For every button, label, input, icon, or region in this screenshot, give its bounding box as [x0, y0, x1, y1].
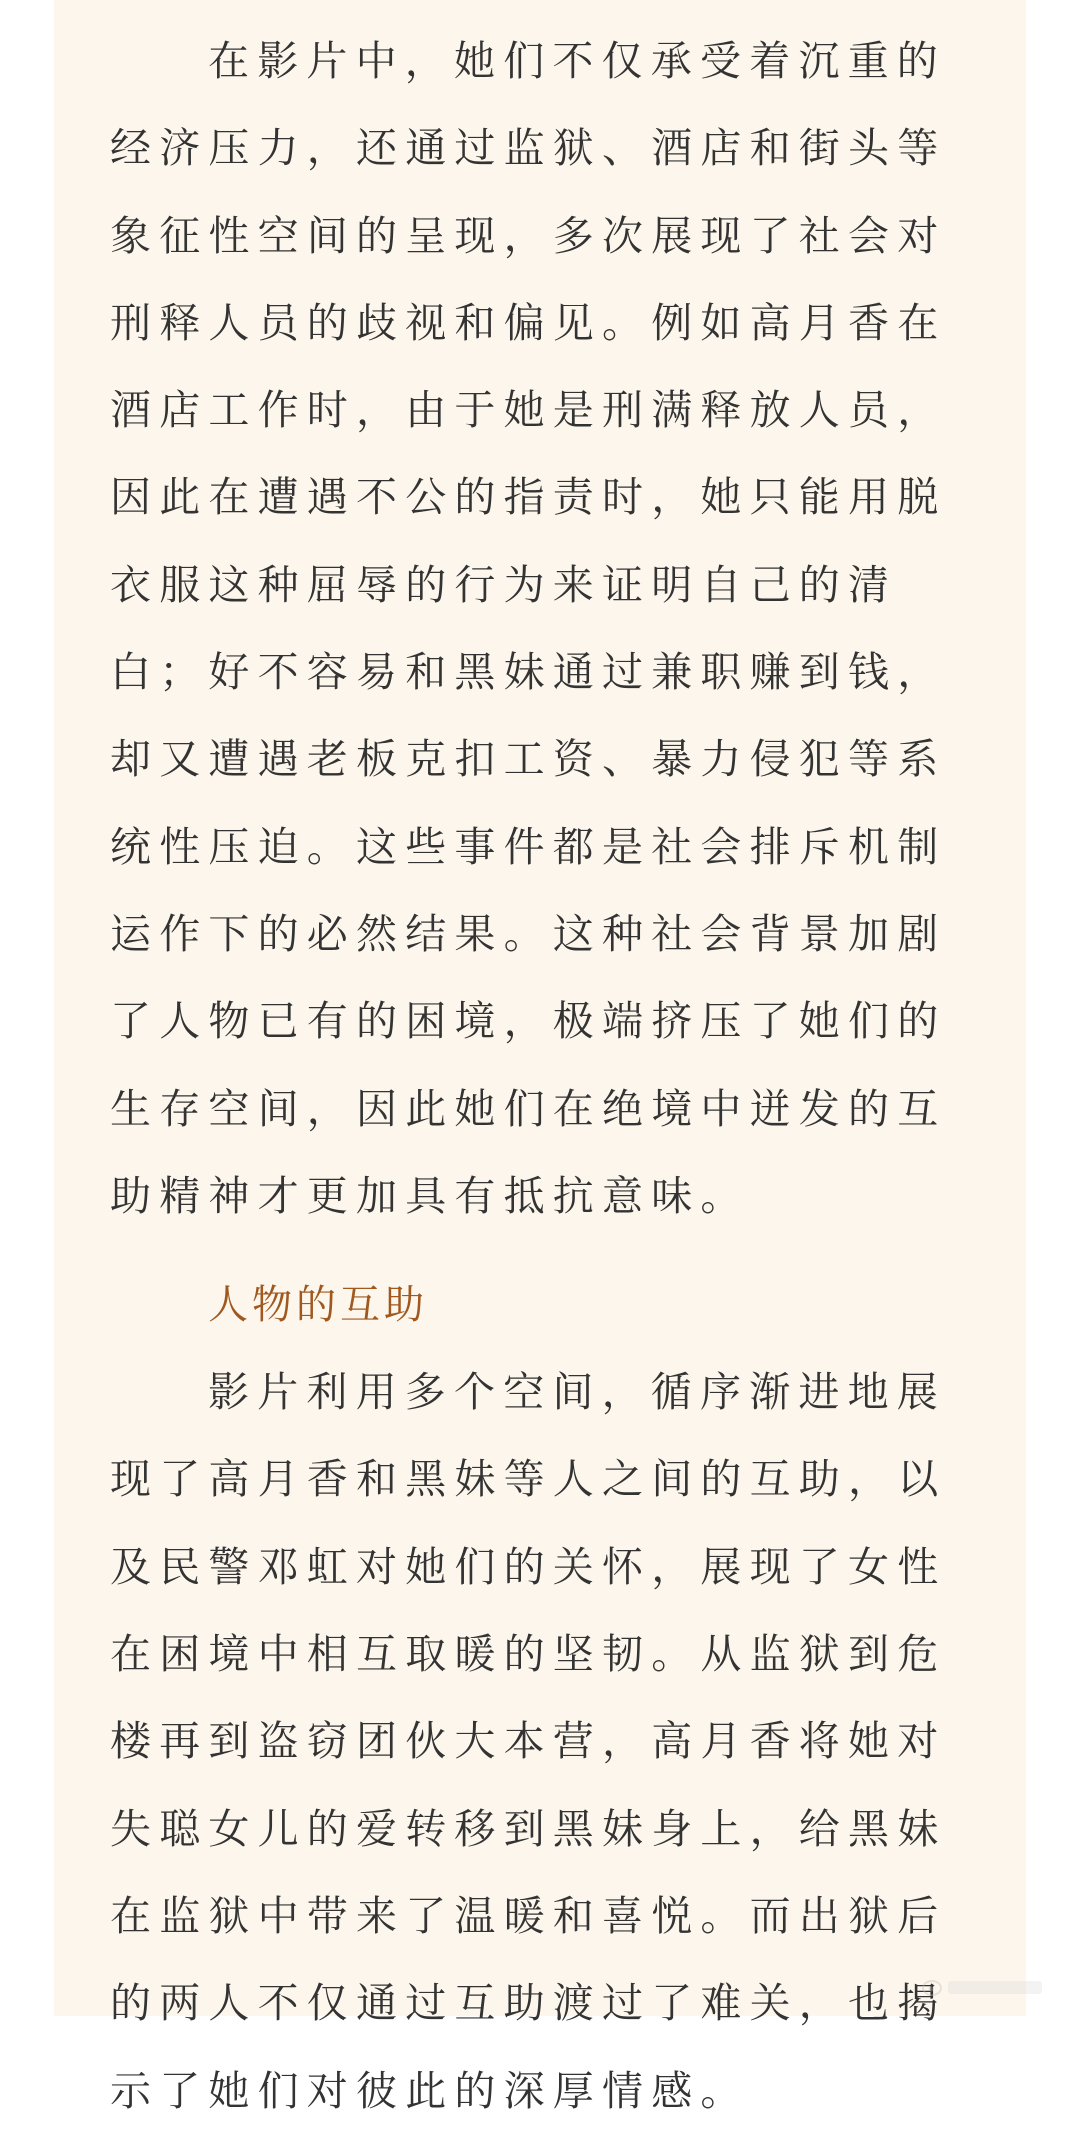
article-paragraph: 在影片中，她们不仅承受着沉重的经济压力，还通过监狱、酒店和街头等象征性空间的呈现，多次展现了社会对刑释人员的歧视和偏见。例如高月香在酒店工作时，由于她是刑满释放人员，因此在遭遇不公的指责时，她只能用脱衣服这种屈辱的行为来证明自己的清白；好不容易和黑妹通过兼职赚到钱，却又遭遇老板克扣工资、暴力侵犯等系统性压迫。这些事件都是社会排斥机制运作下的必然结果。这种社会背景加剧了人物已有的困境，极端挤压了她们的生存空间，因此她们在绝境中迸发的互助精神才更加具有抵抗意味。 [110, 37, 947, 1220]
article-content [110, 18, 982, 2135]
article-paragraph: 影片利用多个空间，循序渐进地展现了高月香和黑妹等人之间的互助，以及民警邓虹对她们的关怀，展现了女性在困境中相互取暖的坚韧。从监狱到危楼再到盗窃团伙大本营，高月香将她对失聪女儿的爱转移到黑妹身上，给黑妹在监狱中带来了温暖和喜悦。而出狱后的两人不仅通过互助渡过了难关，也揭示了她们对彼此的深厚情感。 [110, 1368, 947, 2115]
article-page [54, 0, 1026, 2115]
watermark-logo-icon [920, 1972, 1050, 2002]
section-heading: 人物的互助 [208, 1282, 428, 1329]
